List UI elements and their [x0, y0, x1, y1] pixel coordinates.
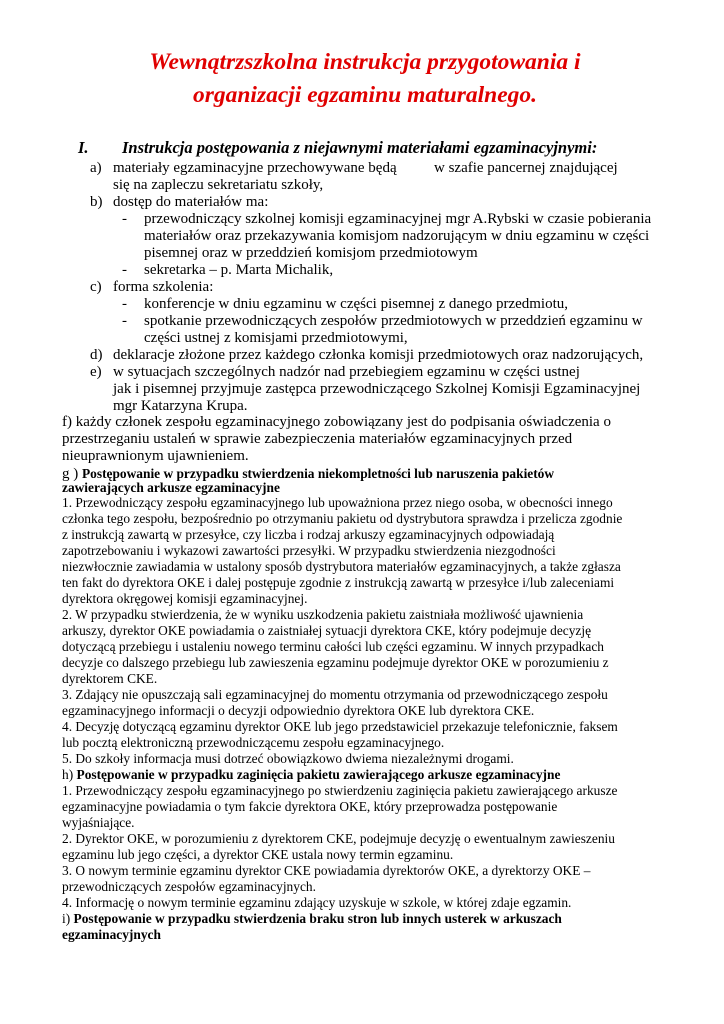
subsection-i-heading-text: egzaminacyjnych	[62, 927, 161, 942]
document-title	[60, 46, 670, 112]
subsection-g-line: dyrektorem CKE.	[62, 671, 158, 686]
list-item-b-line: dostęp do materiałów ma:	[113, 194, 269, 210]
subsection-h-line: 3. O nowym terminie egzaminu dyrektor CKE powiadamia dyrektorów OKE, a dyrektorzy OKE –	[62, 863, 591, 878]
subsection-g-line: z instrukcją zawartą w przesyłce, czy liczba i rodzaj arkuszy egzaminacyjnych odpowiadają	[62, 527, 555, 542]
list-subitem-line: spotkanie przewodniczących zespołów przedmiotowych w przeddzień egzaminu w	[144, 313, 643, 329]
list-item-a-line: się na zapleczu sekretariatu szkoły,	[113, 177, 324, 193]
list-subitem-line: przewodniczący szkolnej komisji egzaminacyjnej mgr A.Rybski w czasie pobierania	[144, 211, 652, 227]
section-number: I.	[78, 138, 89, 157]
subsection-g-line: członka tego zespołu, bezpośrednio po otrzymaniu pakietu od dystrybutora sprawdza i przelicza zgodnie	[62, 511, 623, 526]
list-subitem-line: sekretarka – p. Marta Michalik,	[144, 262, 334, 278]
list-label-e: e)	[90, 364, 102, 380]
subsection-g-line: zapotrzebowaniu i wykazowi zawartości przesyłki. W przypadku stwierdzenia niezgodności	[62, 543, 556, 558]
subsection-g-line: arkuszy, dyrektor OKE powiadamia o zaistniałej sytuacji dyrektora CKE, który podejmuje decyzję	[62, 623, 592, 638]
subsection-g-line: egzaminacyjnego informacji o decyzji odpowiednio dyrektora OKE lub dyrektora CKE.	[62, 703, 535, 718]
subsection-g-line: dyrektora okręgowej komisji egzaminacyjnej.	[62, 591, 308, 606]
subsection-g-line: 1. Przewodniczący zespołu egzaminacyjnego lub upoważniona przez niego osoba, w obecności innego	[62, 495, 613, 510]
title-line-1: Wewnątrzszkolna instrukcja przygotowania i	[149, 49, 581, 75]
subsection-h-line: 1. Przewodniczący zespołu egzaminacyjnego po stwierdzeniu zaginięcia pakietu zawierającego arkusze	[62, 783, 618, 798]
paragraph-f-line: przestrzeganiu ustaleń w sprawie zabezpieczenia materiałów egzaminacyjnych przed	[62, 431, 573, 447]
subsection-g-line: 4. Decyzję dotyczącą egzaminu dyrektor OKE lub jego przedstawiciel przekazuje telefonicznie, faksem	[62, 719, 618, 734]
list-item-e-line: jak i pisemnej przyjmuje zastępca przewodniczącego Szkolnej Komisji Egzaminacyjnej	[113, 381, 641, 397]
dash-bullet: -	[122, 313, 127, 329]
list-item-a-line: materiały egzaminacyjne przechowywane będą	[113, 160, 397, 176]
list-item-a-line: w szafie pancernej znajdującej	[434, 160, 618, 176]
subsection-g-line: decyzje co dalszego przebiegu lub zawieszenia egzaminu podejmuje dyrektor OKE w porozumieniu z	[62, 655, 609, 670]
dash-bullet: -	[122, 296, 127, 312]
list-item-c-line: forma szkolenia:	[113, 279, 214, 295]
list-label-d: d)	[90, 347, 103, 363]
list-subitem-line: materiałów oraz przekazywania komisjom nadzorującym w dniu egzaminu w części	[144, 228, 650, 244]
subsection-g-line: 5. Do szkoły informacja musi dotrzeć obowiązkowo dwiema niezależnymi drogami.	[62, 751, 514, 766]
subsection-i-prefix: i)	[62, 911, 71, 926]
list-item-e-line: w sytuacjach szczególnych nadzór nad przebiegiem egzaminu w części ustnej	[113, 364, 580, 380]
list-label-b: b)	[90, 194, 103, 210]
subsection-h-line: wyjaśniające.	[62, 815, 135, 830]
list-subitem-line: pisemnej oraz w przeddzień komisjom przedmiotowym	[144, 245, 478, 261]
list-subitem-line: konferencje w dniu egzaminu w części pisemnej z danego przedmiotu,	[144, 296, 569, 312]
subsection-h-line: egzaminacyjne powiadamia o tym fakcie dyrektora OKE, który przeprowadza postępowanie	[62, 799, 558, 814]
subsection-g-heading-text: Postępowanie w przypadku stwierdzenia niekompletności lub naruszenia pakietów	[82, 466, 555, 481]
subsection-g-heading-text: zawierających arkusze egzaminacyjne	[62, 480, 280, 495]
dash-bullet: -	[122, 211, 127, 227]
subsection-g-line: ten fakt do dyrektora OKE i dalej postępuje zgodnie z instrukcją zawartą w przesyłce i/lub zaleceniami	[62, 575, 615, 590]
subsection-h-line: egzaminu lub jego części, a dyrektor CKE ustala nowy termin egzaminu.	[62, 847, 454, 862]
subsection-g-line: niezwłocznie zawiadamia w ustalony sposób dystrybutora materiałów egzaminacyjnych, a także zgłasza	[62, 559, 621, 574]
section-heading	[78, 138, 597, 158]
subsection-h-heading	[62, 767, 560, 783]
subsection-g-line: 3. Zdający nie opuszczają sali egzaminacyjnej do momentu otrzymania od przewodniczącego zespołu	[62, 687, 608, 702]
list-label-a: a)	[90, 160, 102, 176]
list-label-c: c)	[90, 279, 102, 295]
subsection-i-heading	[62, 911, 562, 927]
subsection-h-line: 2. Dyrektor OKE, w porozumieniu z dyrektorem CKE, podejmuje decyzję o ewentualnym zawieszeniu	[62, 831, 615, 846]
subsection-g-line: 2. W przypadku stwierdzenia, że w wyniku uszkodzenia pakietu zaistniała możliwość ujawnienia	[62, 607, 584, 622]
subsection-h-prefix: h)	[62, 767, 74, 782]
subsection-h-heading-text: Postępowanie w przypadku zaginięcia pakietu zawierającego arkusze egzaminacyjne	[76, 767, 561, 782]
paragraph-f-line: nieuprawnionym ujawnieniem.	[62, 448, 249, 464]
paragraph-f-line: f) każdy członek zespołu egzaminacyjnego zobowiązany jest do podpisania oświadczenia o	[62, 414, 611, 430]
subsection-g-line: dotyczącą przebiegu i ustaleniu nowego terminu całości lub części egzaminu. W innych przypadkach	[62, 639, 604, 654]
list-subitem-line: części ustnej z komisjami przedmiotowymi,	[144, 330, 408, 346]
section-heading-text: Instrukcja postępowania z niejawnymi materiałami egzaminacyjnymi:	[122, 138, 598, 157]
list-item-d-line: deklaracje złożone przez każdego członka komisji przedmiotowych oraz nadzorujących,	[113, 347, 644, 363]
subsection-h-line: 4. Informację o nowym terminie egzaminu zdający uzyskuje w szkole, w której zdaje egzamin.	[62, 895, 572, 910]
subsection-g-line: lub pocztą elektroniczną przewodniczącemu zespołu egzaminacyjnego.	[62, 735, 445, 750]
subsection-i-heading-text: Postępowanie w przypadku stwierdzenia braku stron lub innych usterek w arkuszach	[73, 911, 562, 926]
dash-bullet: -	[122, 262, 127, 278]
subsection-g-prefix: g )	[62, 466, 79, 482]
title-line-2: organizacji egzaminu maturalnego.	[192, 82, 538, 108]
subsection-h-line: przewodniczących zespołów egzaminacyjnych.	[62, 879, 316, 894]
list-item-e-line: mgr Katarzyna Krupa.	[113, 398, 248, 414]
